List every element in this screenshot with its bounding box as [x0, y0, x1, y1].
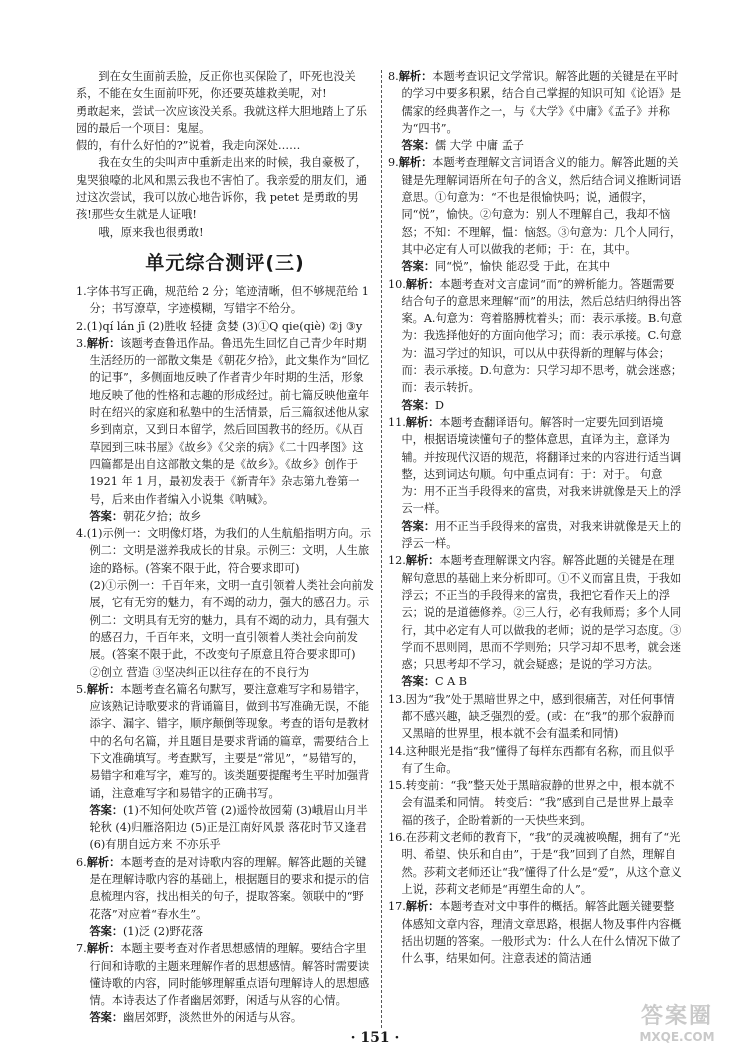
answer-text: 该题考查鲁迅作品。鲁迅先生回忆自己青少年时期生活经历的一部散文集是《朝花夕拾》，此文集作为“回忆的记事”，多侧面地反映了作者青少年时期的生活，形象地反映了他的性格和志趣的形成经过。前七篇反映他童年时在绍兴的家庭和私塾中的生活情景，后三篇叙述他从家乡到南京，又到日本留学，然后回国教书的经历。《从百草园到三味书屋》《故乡》《父亲的病》《二十四孝图》这四篇都是出自这部散文集的是《故乡》。《故乡》创作于 1921 年 1 月，最初发表于《新青年》杂志第九卷第一号，后来由作者编入小说集《呐喊》。 — [89, 336, 370, 506]
answer-text: 因为“我”处于黑暗世界之中，感到很痛苦，对任何事情都不感兴趣，缺乏强烈的爱。(或：在“我”的那个寂静而又黑暗的世界里，根本就不会有温柔和同情) — [401, 692, 675, 741]
answer-text: 儒 大学 中庸 孟子 — [435, 139, 524, 153]
answer-item — [388, 68, 684, 137]
answer-item — [388, 673, 684, 690]
essay-ending — [76, 68, 374, 241]
answer-item — [388, 397, 684, 414]
question-number: 14. — [388, 744, 406, 758]
answer-text: (2)①示例一：千百年来，文明一直引领着人类社会向前发展，它有无穷的魅力，有不竭的动力，强大的感召力。示例二：文明具有无穷的魅力，具有不竭的动力，具有强大的感召力，千百年来，文明一直引领着人类社会向前发展。(答案不限于此，不改变句子原意且符合要求即可) — [89, 579, 374, 662]
essay-line: 到在女生面前丢脸，反正你也买保险了，吓死也没关系，不能在女生面前吓死，你还要英雄救美呢，对! — [76, 70, 356, 101]
answer-item — [388, 552, 684, 673]
answer-item — [76, 681, 374, 802]
answer-text: 本题考查的是对诗歌内容的理解。解答此题的关键是在理解诗歌内容的基础上，根据题目的要求和提示的信息梳理内容，找出相关的句子，提取答案。领联中的“野花落”对应着“春水生”。 — [89, 855, 370, 921]
answer-item — [388, 898, 684, 967]
essay-line: 勇敢起来，尝试一次应该没关系。我就这样大胆地踏上了乐园的最后一个项目：鬼屋。 — [76, 104, 367, 135]
right-column — [388, 68, 684, 967]
answer-text: (1)qí lán jī (2)胜收 轻捷 贪婪 (3)①Q qie(qiè) ②j ③y — [86, 319, 363, 333]
answer-label: 答案： — [401, 259, 436, 274]
answer-text: 用不正当手段得来的富贵，对我来讲就像是天上的浮云一样。 — [401, 519, 682, 551]
answer-label: 解析： — [405, 414, 440, 429]
answer-text: 本题考查名篇名句默写，要注意难写字和易错字，应该熟记诗歌要求的背诵篇目，做到书写准确无误，不能添字、漏字、错字，顺序颠倒等现象。考查的语句是教材中的名句名篇，并且题目是要求背诵的篇章，需要结合上下文准确填写。考查默写，主要是“常见”，“易错写的，易错字和难写字，难写的。该类题要提醒考生平时加强背诵，注意难写字和易错字的正确书写。 — [89, 682, 370, 800]
answer-text: 朝花夕拾；故乡 — [123, 509, 202, 523]
essay-line: 假的，有什么好怕的?”说着，我走向深处…… — [76, 139, 301, 153]
answer-item — [76, 664, 374, 681]
question-number: 7. — [76, 942, 87, 956]
answer-label: 解析： — [398, 69, 433, 83]
answer-text: 本题考查理解文言词语含义的能力。解答此题的关键是先理解词语所在句子的含义，然后结合词义推断词语意思。①句意为：“不也是很愉快吗；说，通假字，同“悦”，愉快。②句意为：别人不理解自己，我却不恼怒；不知：不理解，愠：恼怒。③句意为：几个人同行，其中必定有人可以做我的老师；于：在，其中。 — [401, 156, 682, 256]
answer-text: 这种眼光是指“我”懂得了每样东西都有名称，而且似乎有了生命。 — [401, 744, 675, 775]
answer-item — [76, 318, 374, 335]
question-number: 4. — [76, 527, 87, 541]
question-number: 6. — [76, 855, 87, 869]
answer-item — [76, 940, 374, 1009]
answer-label: 解析： — [405, 899, 440, 914]
answer-label: 解析： — [86, 681, 121, 696]
answer-label: 答案： — [89, 802, 124, 817]
question-number: 2. — [76, 319, 87, 333]
answer-text: (1)泛 (2)野花落 — [123, 924, 204, 938]
answer-text: (1)示例一：文明像灯塔，为我们的人生航船指明方向。示例二：文明是滋养我成长的甘泉。示例三：文明，人生旅途的路标。(答案不限于此，符合要求即可) — [86, 527, 372, 575]
answer-item — [388, 154, 684, 258]
essay-paragraph: 我在女生的尖叫声中重新走出来的时候，我自豪极了，鬼哭狼嚎的北风和黑云我也不害怕了。我亲爱的朋友们，通过这次尝试，我可以放心地告诉你，我 petet 是勇敢的男孩!那些女生就是人证哦! — [76, 156, 367, 222]
answer-item — [76, 1009, 374, 1026]
left-answer-list — [76, 283, 374, 1027]
right-answer-list — [388, 68, 684, 967]
question-number: 9. — [388, 156, 399, 170]
answer-label: 解析： — [405, 276, 440, 291]
answer-text: 转变前：“我”整天处于黑暗寂静的世界之中，根本就不会有温柔和同情。 转变后：“我”感到自己是世界上最幸福的孩子，企盼着新的一天快些来到。 — [401, 779, 675, 827]
answer-item — [388, 518, 684, 553]
answer-text: D — [435, 398, 444, 412]
answer-item — [76, 335, 374, 508]
answer-item — [76, 802, 374, 854]
page-number: · 151 · — [350, 1030, 400, 1046]
watermark-logo — [618, 1004, 736, 1048]
answer-item — [388, 276, 684, 397]
answer-label: 解析： — [398, 155, 433, 170]
question-number: 15. — [388, 779, 406, 793]
essay-paragraph: 哦，原来我也很勇敢! — [98, 225, 204, 239]
answer-item — [388, 414, 684, 518]
answer-text: 在莎莉文老师的教育下，“我”的灵魂被唤醒，拥有了“光明、希望、快乐和自由”，于是“我”回到了自然，理解自然。莎莉文老师还让“我”懂得了什么是“爱”，从这个意义上说，莎莉文老师是“再塑生命的人”。 — [401, 831, 682, 896]
question-number: 5. — [76, 682, 87, 696]
answer-label: 答案： — [401, 397, 436, 412]
answer-label: 解析： — [86, 854, 121, 869]
answer-item — [388, 258, 684, 275]
answer-item — [76, 283, 374, 318]
answer-label: 答案： — [89, 923, 124, 938]
answer-label: 答案： — [89, 1010, 124, 1025]
answer-item — [388, 829, 684, 898]
answer-text: ②创立 营造 ③坚决纠正以往存在的不良行为 — [89, 665, 310, 679]
answer-item — [388, 137, 684, 154]
answer-label: 答案： — [401, 518, 436, 533]
question-number: 3. — [76, 336, 87, 350]
left-column — [76, 68, 374, 1027]
answer-text: 本题考查翻译语句。解答时一定要先回到语境中，根据语境读懂句子的整体意思，直译为主，意译为辅。并按现代汉语的规范，将翻译过来的内容进行适当调整，达到词达句顺。句中重点词有：于：对于。 句意为：用不正当手段得来的富贵，对我来讲就像是天上的浮云一样。 — [401, 415, 682, 516]
section-title: 单元综合测评(三) — [145, 251, 305, 274]
answer-item — [388, 691, 684, 743]
watermark-url: MXQE.COM — [639, 1030, 715, 1044]
answer-text: 本题考查理解课文内容。解答此题的关键是在理解句意思的基础上来分析即可。①不义而富且贵，于我如浮云；不正当的手段得来的富贵，我把它看作天上的浮云；说的是道德修养。②三人行，必有我师焉；多个人同行，其中必定有人可以做我的老师；说的是学习态度。③学而不思则罔，思而不学则殆；只学习却不思考，就会迷惑；只思考却不学习，就会疑惑；是说的学习方法。 — [401, 554, 682, 672]
answer-text: C A B — [435, 675, 467, 689]
answer-item — [76, 577, 374, 663]
answer-label: 答案： — [89, 508, 124, 523]
answer-text: 同“悦”，愉快 能忍受 于此，在其中 — [435, 260, 611, 274]
question-number: 12. — [388, 554, 406, 568]
answer-text: 本题考查对文中事件的概括。解答此题关键要整体感知文章内容，理清文章思路，根据人物及事件内容概括出切题的答案。一般形式为：什么人在什么情况下做了什么事，结果如何。注意表述的简洁通 — [401, 900, 682, 966]
question-number: 10. — [388, 277, 406, 291]
answer-label: 解析： — [405, 553, 440, 568]
answer-item — [76, 854, 374, 923]
answer-item — [76, 923, 374, 940]
watermark-text: 答案圈 — [640, 1004, 713, 1029]
answer-text: 幽居郊野，淡然世外的闲适与从容。 — [123, 1011, 303, 1025]
answer-label: 解析： — [86, 335, 121, 350]
question-number: 1. — [76, 284, 87, 298]
column-divider — [381, 70, 382, 1028]
question-number: 17. — [388, 900, 406, 914]
answer-text: (1)不知何处吹芦管 (2)遥怜故园菊 (3)峨眉山月半轮秋 (4)归雁洛阳边 (5)正是江南好风景 落花时节又逢君 (6)有朋自远方来 不亦乐乎 — [89, 803, 368, 852]
answer-label: 答案： — [401, 674, 436, 689]
question-number: 16. — [388, 831, 406, 845]
answer-text: 本题考查识记文学常识。解答此题的关键是在平时的学习中要多积累，结合自己掌握的知识可知《论语》是儒家的经典著作之一，与《大学》《中庸》《孟子》并称为“四书”。 — [401, 70, 682, 135]
answer-text: 字体书写正确，规范给 2 分；笔迹清晰，但不够规范给 1 分；书写潦草，字迹模糊，写错字不给分。 — [86, 284, 369, 316]
answer-item — [76, 508, 374, 525]
answer-item — [76, 525, 374, 577]
answer-label: 答案： — [401, 138, 436, 153]
answer-label: 解析： — [86, 941, 121, 956]
answer-item — [388, 777, 684, 829]
answer-text: 本题考查对文言虚词“而”的辨析能力。答题需要结合句子的意思来理解“而”的用法，然后总结归纳得出答案。A.句意为：弯着胳膊枕着头；而：表示承接。B.句意为：我选择他好的方面向他学习；而：表示承接。C.句意为：温习学过的知识，可以从中获得新的理解与体会；而：表示承接。D.句意为：只学习却不思考，就会迷惑；而：表示转折。 — [401, 277, 683, 395]
question-number: 13. — [388, 692, 406, 706]
answer-item — [388, 743, 684, 778]
question-number: 11. — [388, 415, 406, 429]
question-number: 8. — [388, 70, 399, 83]
answer-text: 本题主要考查对作者思想感情的理解。要结合字里行间和诗歌的主题来理解作者的思想感情。解答时需要读懂诗歌的内容，同时能够理解重点语句理解诗人的思想感情。本诗表达了作者幽居郊野，闲适与从容的心情。 — [89, 942, 370, 1008]
